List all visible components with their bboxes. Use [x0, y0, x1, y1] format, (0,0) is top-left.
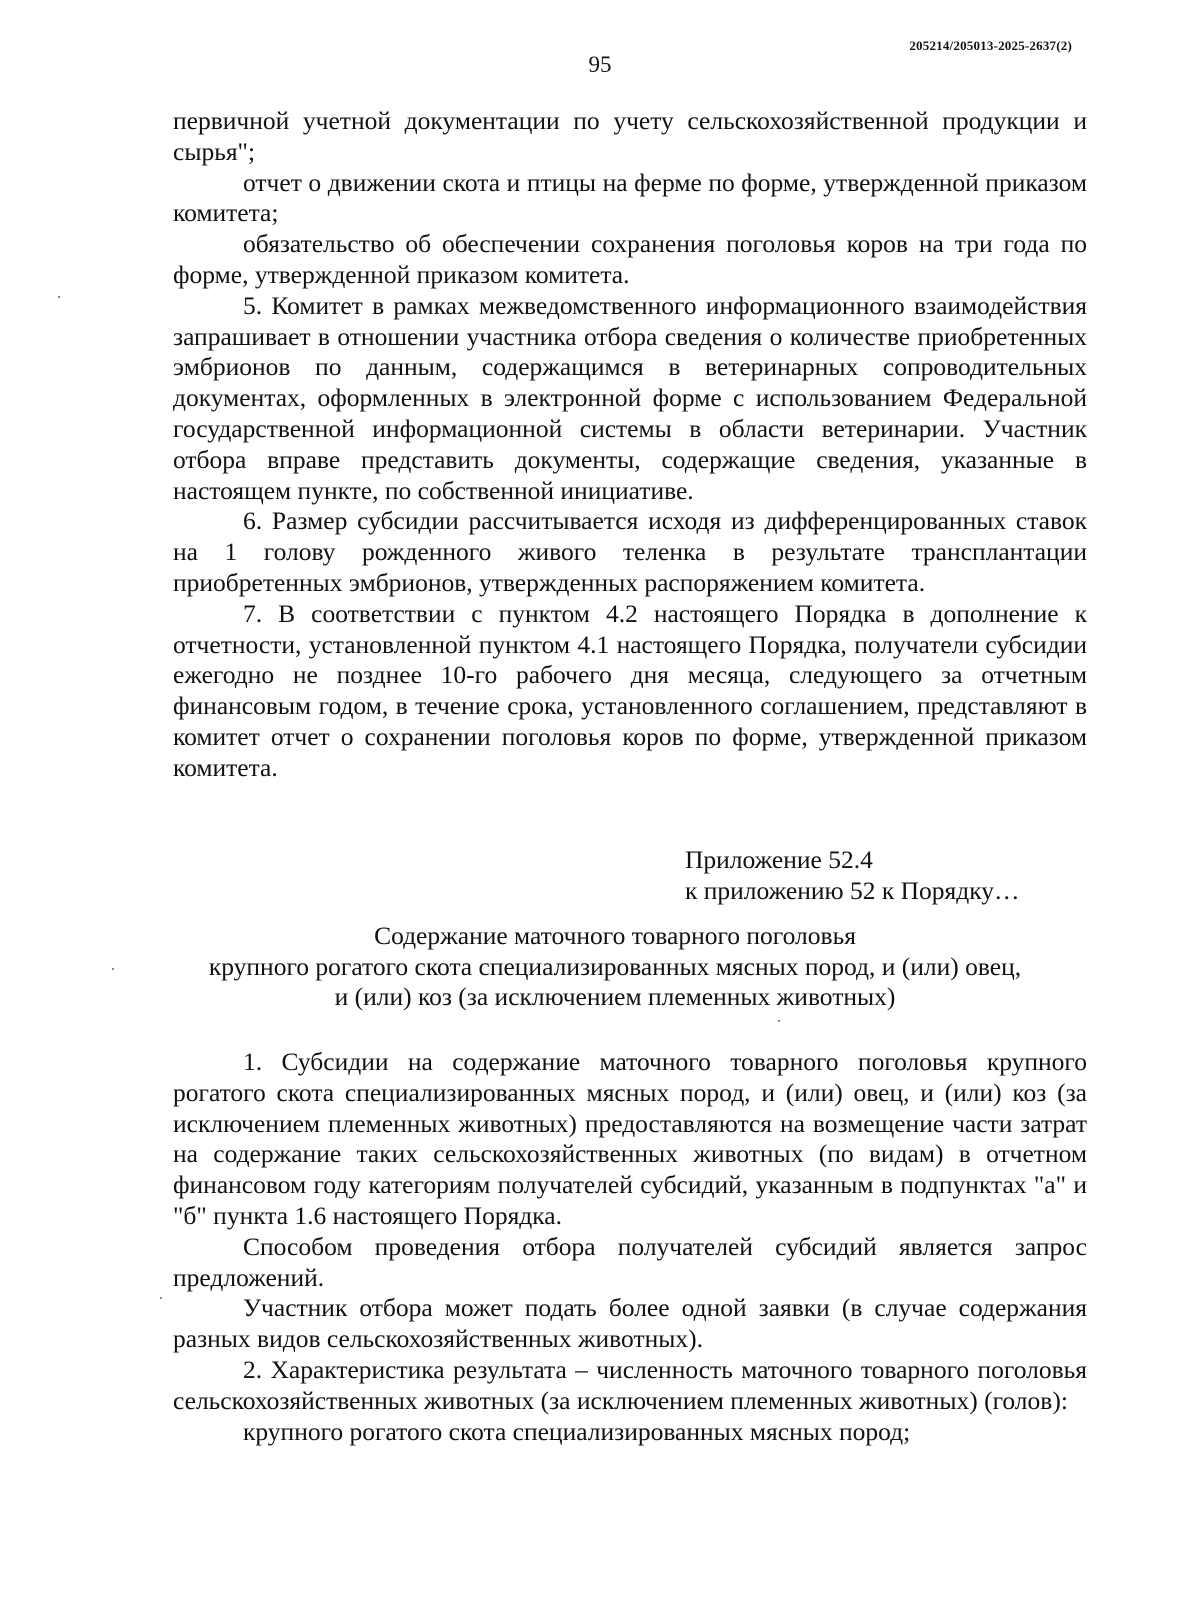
paragraph-item-1: 1. Субсидии на содержание маточного товарного поголовья крупного рогатого скота специализированных мясных пород, и (или) овец, и (или) коз (за исключением племенных животных) предоставляются на возмещение части затрат на содержание таких сельскохозяйственных животных (по видам) в отчетном финансовом году категориям получателей субсидий, указанным в подпунктах "а" и "б" пункта 1.6 настоящего Порядка. — [173, 1047, 1087, 1230]
title-line: и (или) коз (за исключением племенных животных) — [334, 982, 896, 1011]
title-line: Содержание маточного товарного поголовья — [374, 921, 856, 950]
paragraph-item-7: 7. В соответствии с пунктом 4.2 настоящего Порядка в дополнение к отчетности, установленной пунктом 4.1 настоящего Порядка, получатели субсидии ежегодно не позднее 10-го рабочего дня месяца, следующего за отчетным финансовым годом, в течение срока, установленного соглашением, представляют в комитет отчет о сохранении поголовья коров по форме, утвержденной приказом комитета. — [173, 598, 1087, 782]
annex-line: Приложение 52.4 — [685, 845, 873, 874]
annex-line: к приложению 52 к Порядку… — [685, 875, 1020, 905]
body-text-section-2 — [173, 1047, 1087, 1447]
scan-speck — [112, 968, 114, 970]
scan-speck — [58, 296, 60, 298]
paragraph: отчет о движении скота и птицы на ферме по форме, утвержденной приказом комитета; — [173, 167, 1087, 228]
paragraph: крупного рогатого скота специализированных мясных пород; — [243, 1416, 911, 1446]
paragraph-item-5: 5. Комитет в рамках межведомственного информационного взаимодействия запрашивает в отношении участника отбора сведения о количестве приобретенных эмбрионов по данным, содержащимся в ветеринарных сопроводительных документах, оформленных в электронной форме с использованием Федеральной государственной информационной системы в области ветеринарии. Участник отбора вправе представить документы, содержащие сведения, указанные в настоящем пункте, по собственной инициативе. — [173, 290, 1087, 505]
annex-reference — [685, 845, 1020, 907]
page-number: 95 — [588, 52, 612, 77]
paragraph: Способом проведения отбора получателей субсидий является запрос предложений. — [173, 1231, 1087, 1292]
section-title — [150, 921, 1080, 1013]
scan-speck — [778, 1020, 780, 1022]
paragraph-item-6: 6. Размер субсидии рассчитывается исходя из дифференцированных ставок на 1 голову рожденного живого теленка в результате трансплантации приобретенных эмбрионов, утвержденных распоряжением комитета. — [173, 506, 1087, 597]
document-id: 205214/205013-2025-2637(2) — [909, 38, 1072, 53]
paragraph: Участник отбора может подать более одной заявки (в случае содержания разных видов сельскохозяйственных животных). — [173, 1293, 1087, 1354]
scan-speck — [160, 1297, 162, 1299]
paragraph: первичной учетной документации по учету сельскохозяйственной продукции и сырья"; — [173, 106, 1087, 166]
paragraph-item-2: 2. Характеристика результата – численность маточного товарного поголовья сельскохозяйственных животных (за исключением племенных животных) (голов): — [173, 1354, 1087, 1415]
body-text-section-1 — [173, 106, 1087, 784]
paragraph: обязательство об обеспечении сохранения поголовья коров на три года по форме, утвержденной приказом комитета. — [173, 229, 1087, 289]
title-line: крупного рогатого скота специализированных мясных пород, и (или) овец, — [208, 951, 1022, 981]
